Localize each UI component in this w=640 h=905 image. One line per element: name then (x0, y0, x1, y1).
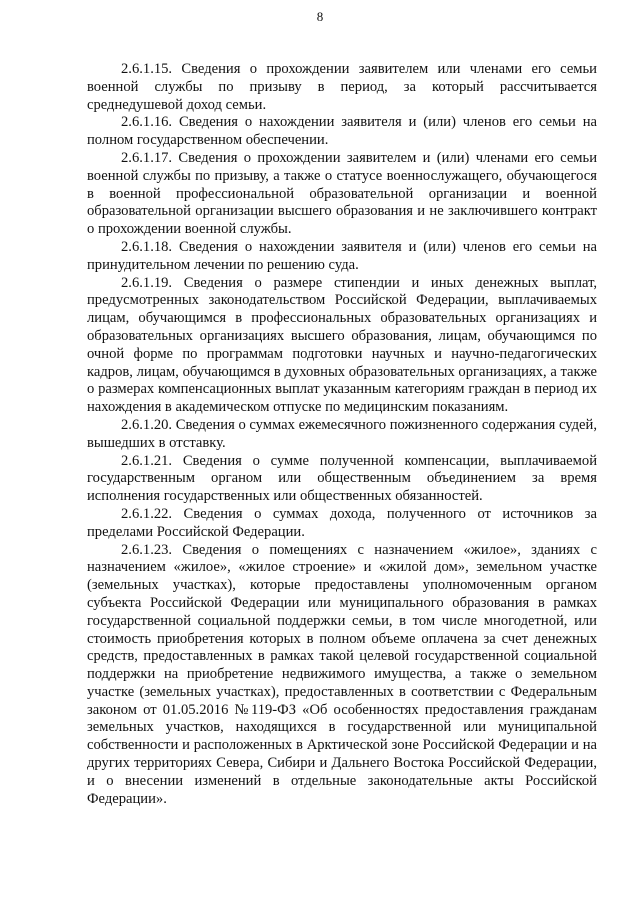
paragraph-2-6-1-21: 2.6.1.21. Сведения о сумме полученной компенсации, выплачиваемой государственным органом или общественным объединением за время исполнения государственных или общественных обязанностей. (87, 452, 597, 505)
paragraph-2-6-1-18: 2.6.1.18. Сведения о нахождении заявителя и (или) членов его семьи на принудительном лечении по решению суда. (87, 238, 597, 273)
paragraph-2-6-1-22: 2.6.1.22. Сведения о суммах дохода, полученного от источников за пределами Российской Федерации. (87, 505, 597, 540)
paragraph-2-6-1-17: 2.6.1.17. Сведения о прохождении заявителем и (или) членами его семьи военной службы по призыву, а также о статусе военнослужащего, обучающегося в военной профессиональной образовательной организации и военной образовательной организации высшего образования и не заключившего контракт о прохождении военной службы. (87, 149, 597, 238)
paragraph-2-6-1-15: 2.6.1.15. Сведения о прохождении заявителем или членами его семьи военной службы по призыву в период, за который рассчитывается среднедушевой доход семьи. (87, 61, 597, 113)
paragraph-2-6-1-19: 2.6.1.19. Сведения о размере стипендии и иных денежных выплат, предусмотренных законодательством Российской Федерации, выплачиваемых лицам, обучающимся в профессиональных образовательных организациях и образовательных организациях высшего образования, лицам, обучающимся по очной форме по программам подготовки научных и научно-педагогических кадров, лицам, обучающимся в духовных образовательных организациях, а также о размерах компенсационных выплат указанным категориям граждан в период их нахождения в академическом отпуске по медицинским показаниям. (87, 274, 597, 416)
document-body (87, 61, 597, 808)
page-number: 8 (316, 9, 324, 24)
paragraph-2-6-1-20: 2.6.1.20. Сведения о суммах ежемесячного пожизненного содержания судей, вышедших в отставку. (87, 416, 597, 451)
paragraph-2-6-1-16: 2.6.1.16. Сведения о нахождении заявителя и (или) членов его семьи на полном государственном обеспечении. (87, 114, 597, 149)
paragraph-2-6-1-23: 2.6.1.23. Сведения о помещениях с назначением «жилое», зданиях с назначением «жилое», «жилое строение» и «жилой дом», земельном участке (земельных участках), которые предоставлены уполномоченным органом субъекта Российской Федерации или муниципального образования в рамках государственной социальной поддержки семьи, в том числе многодетной, или стоимость приобретения которых в полном объеме оплачена за счет денежных средств, предоставленных в рамках такой целевой государственной социальной поддержки на приобретение недвижимого имущества, а также о земельном участке (земельных участках), предоставленных в соответствии с Федеральным законом от 01.05.2016 №119-ФЗ «Об особенностях предоставления гражданам земельных участков, находящихся в государственной или муниципальной собственности и расположенных в Арктической зоне Российской Федерации и на других территориях Севера, Сибири и Дальнего Востока Российской Федерации, и о внесении изменений в отдельные законодательные акты Российской Федерации». (87, 541, 597, 807)
